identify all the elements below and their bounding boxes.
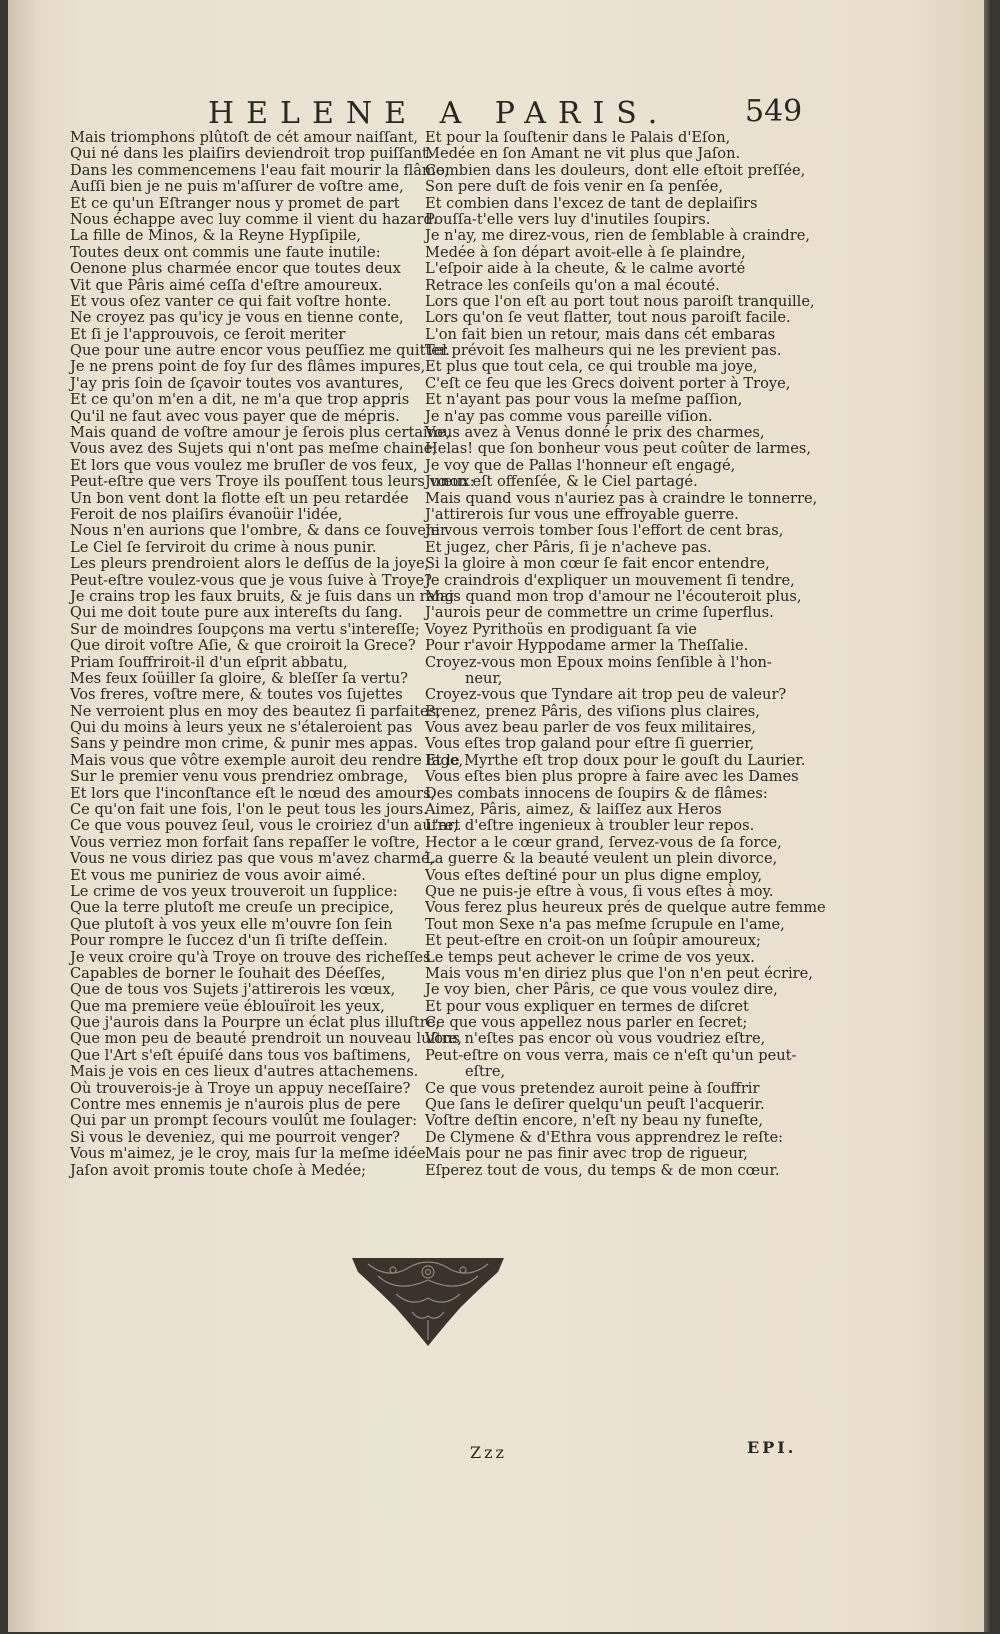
right-column-line: Et combien dans l'excez de tant de deplaiſirs [425,194,758,212]
right-column-line: Vous ferez plus heureux prés de quelque autre femme [425,899,826,917]
left-column-line: Les pleurs prendroient alors le deſſus de la joye, [70,555,430,573]
left-column-line: Jaſon avoit promis toute choſe à Medée; [70,1161,367,1179]
left-column-line: Ce que vous pouvez ſeul, vous le croiriez d'un autre, [70,817,458,835]
right-column-line: Et jugez, cher Pâris, ſi je n'acheve pas. [425,538,712,556]
right-column-line: Tout mon Sexe n'a pas meſme ſcrupule en l'ame, [425,915,785,933]
right-column-line: Vous eſtes trop galand pour eſtre ſi guerrier, [425,735,755,753]
right-column [425,129,826,1179]
running-title: HELENE A PARIS. [208,96,670,131]
right-column-line: Voyez Pyrithoüs en prodiguant ſa vie [425,620,697,638]
right-column-line: Pouſſa-t'elle vers luy d'inutiles ſoupirs. [425,210,711,228]
right-column-line: Si la gloire à mon cœur ſe fait encor entendre, [425,555,770,573]
left-column-line: Que ma premiere veüe éblouïroit les yeux, [70,997,385,1015]
left-column-line: Que j'aurois dans la Pourpre un éclat plus illuſtre, [70,1014,440,1032]
left-column-line: Je veux croire qu'à Troye on trouve des richeſſes [70,948,431,966]
book-page [8,0,986,1632]
right-column-line: Prenez, prenez Pâris, des viſions plus claires, [425,702,760,720]
right-column-line: Vous n'eſtes pas encor où vous voudriez eſtre, [425,1030,766,1048]
left-column-line: Peut-eſtre que vers Troye ils pouſſent tous leurs vœux: [70,473,475,491]
right-column-line: Hector a le cœur grand, ſervez-vous de ſa force, [425,833,782,851]
right-column-line: Je voy que de Pallas l'honneur eſt engagé, [425,456,736,474]
left-column-line: Mes feux ſoüiller ſa gloire, & bleſſer ſa vertu? [70,669,408,687]
left-column [70,129,475,1179]
right-column-line: Et pour vous expliquer en termes de diſcret [425,997,749,1015]
left-column-line: Vous m'aimez, je le croy, mais ſur la meſme idée [70,1145,426,1163]
left-column-line: Sur de moindres ſoupçons ma vertu s'intereſſe; [70,620,420,638]
left-column-line: J'ay pris ſoin de ſçavoir toutes vos avantures, [70,374,404,392]
left-column-line: Contre mes ennemis je n'aurois plus de pere [70,1096,401,1114]
right-column-line: Voſtre deſtin encore, n'eſt ny beau ny funeſte, [425,1112,763,1130]
right-column-line: Et pour la ſouſtenir dans le Palais d'Eſon, [425,129,731,146]
catchword: EPI. [747,1438,797,1457]
left-column-line: Priam ſouffriroit-il d'un eſprit abbatu, [70,653,348,671]
right-column-line: Je vous verrois tomber ſous l'effort de cent bras, [425,522,784,540]
left-column-line: Le crime de vos yeux trouveroit un ſupplice: [70,882,398,900]
left-column-line: Qui par un prompt ſecours voulût me ſoulager: [70,1112,417,1130]
right-column-line: Je n'ay pas comme vous pareille viſion. [425,407,713,425]
right-column-line: Et peut-eſtre en croit-on un ſoûpir amoureux; [425,932,761,950]
left-column-line: Et vous me puniriez de vous avoir aimé. [70,866,366,884]
left-column-line: Qui me doit toute pure aux intereſts du ſang. [70,604,403,622]
left-column-line: Que la terre plutoſt me creuſe un precipice, [70,899,395,917]
left-column-line: Vous verriez mon forfait ſans repaſſer le voſtre, [70,833,420,851]
left-column-line: Que mon peu de beauté prendroit un nouveau luſtre, [70,1030,463,1048]
left-column-line: Nous échappe avec luy comme il vient du hazard. [70,210,438,228]
left-column-line: Qu'il ne faut avec vous payer que de mépris. [70,407,400,425]
ornament-tailpiece [348,1250,508,1350]
right-column-line: eſtre, [465,1063,506,1081]
right-column-line: Tel prévoit ſes malheurs qui ne les previent pas. [425,342,782,360]
right-column-line: Medée à ſon départ avoit-elle à ſe plaindre, [425,243,746,261]
right-column-line: Des combats innocens de ſoupirs & de flâmes: [425,784,768,802]
left-column-line: Que l'Art s'eſt épuiſé dans tous vos baſtimens, [70,1046,411,1064]
right-column-line: Je n'ay, me direz-vous, rien de ſemblable à craindre, [425,227,811,245]
left-column-line: Le Ciel ſe ſerviroit du crime à nous punir. [70,538,377,556]
right-column-line: Junon eſt offenſée, & le Ciel partagé. [425,473,698,491]
right-column-line: Combien dans les douleurs, dont elle eſtoit preſſée, [425,161,806,179]
right-column-line: De Clymene & d'Ethra vous apprendrez le reſte: [425,1128,784,1146]
left-column-line: Ne croyez pas qu'icy je vous en tienne conte, [70,309,404,327]
signature-mark: Zzz [470,1443,507,1462]
right-column-line: Mais vous m'en diriez plus que l'on n'en peut écrire, [425,964,813,982]
left-column-line: Où trouverois-je à Troye un appuy neceſſaire? [70,1079,411,1097]
left-column-line: Feroit de nos plaiſirs évanoüir l'idée, [70,505,343,523]
right-column-line: J'aurois peur de commettre un crime ſuperflus. [425,604,774,622]
left-column-line: Que pour une autre encor vous peuſſiez me quitter. [70,342,450,360]
left-column-line: Et lors que vous voulez me bruſler de vos feux, [70,456,418,474]
left-column-line: Sur le premier venu vous prendriez ombrage, [70,768,409,786]
left-column-line: Mais je vois en ces lieux d'autres attachemens. [70,1063,419,1081]
right-column-line: Lors qu'on ſe veut flatter, tout nous paroiſt facile. [425,309,791,327]
left-column-line: Si vous le deveniez, qui me pourroit venger? [70,1128,400,1146]
right-column-line: Mais pour ne pas finir avec trop de rigueur, [425,1145,748,1163]
left-column-line: Un bon vent dont la flotte eſt un peu retardée [70,489,409,507]
left-column-line: Auſſi bien je ne puis m'aſſurer de voſtre ame, [70,178,404,196]
left-column-line: Et vous oſez vanter ce qui fait voſtre honte. [70,292,392,310]
right-column-line: J'attirerois ſur vous une effroyable guerre. [425,505,739,523]
left-column-line: Que de tous vos Sujets j'attirerois les vœux, [70,981,396,999]
right-column-line: Ce que vous appellez nous parler en ſecret; [425,1014,748,1032]
right-column-line: Vous eſtes deſtiné pour un plus digne employ, [425,866,763,884]
right-column-line: Son pere duſt de fois venir en ſa penſée, [425,178,723,196]
right-column-line: Helas! que ſon bonheur vous peut coûter de larmes, [425,440,812,458]
left-column-line: Que plutoſt à vos yeux elle m'ouvre ſon ſein [70,915,393,933]
right-column-line: C'eſt ce feu que les Grecs doivent porter à Troye, [425,374,791,392]
right-column-line: Croyez-vous mon Epoux moins ſenſible à l'hon- [425,653,772,671]
right-column-line: Vous avez à Venus donné le prix des charmes, [425,424,765,442]
left-column-line: Peut-eſtre voulez-vous que je vous ſuive à Troye? [70,571,432,589]
right-column-line: Vous avez beau parler de vos feux militaires, [425,719,756,737]
left-column-line: Dans les commencemens l'eau fait mourir la flâme, [70,161,450,179]
right-column-line: Ce que vous pretendez auroit peine à ſouffrir [425,1079,760,1097]
right-column-line: Je craindrois d'expliquer un mouvement ſi tendre, [425,571,795,589]
right-column-line: Lors que l'on eſt au port tout nous paroiſt tranquille, [425,292,815,310]
right-column-line: Et le Myrthe eſt trop doux pour le gouſt du Laurier. [425,751,806,769]
right-column-line: Je voy bien, cher Pâris, ce que vous voulez dire, [425,981,778,999]
left-column-line: Capables de borner le ſouhait des Déeſſes, [70,964,386,982]
left-column-line: Mais quand de voſtre amour je ſerois plus certaine, [70,424,451,442]
page-number: 549 [745,94,803,129]
left-column-line: Je crains trop les faux bruits, & je ſuis dans un rang [70,587,455,605]
left-column-line: Que diroit voſtre Aſie, & que croiroit la Grece? [70,637,416,655]
left-column-line: Et ſi je l'approuvois, ce ſeroit meriter [70,325,346,343]
left-column-line: Vous avez des Sujets qui n'ont pas meſme chaine, [70,440,438,458]
left-column-line: Et ce qu'un Eſtranger nous y promet de part [70,194,400,212]
left-column-line: Qui né dans les plaiſirs deviendroit trop puiſſant: [70,145,433,163]
right-column-line: Mais quand vous n'auriez pas à craindre le tonnerre, [425,489,818,507]
right-column-line: Que ſans le deſirer quelqu'un peuſt l'acquerir. [425,1096,765,1114]
left-column-line: Mais triomphons plûtoſt de cét amour naiſſant, [70,129,419,146]
left-column-line: Vous ne vous diriez pas que vous m'avez charmé, [70,850,435,868]
left-column-line: Mais vous que vôtre exemple auroit deu rendre ſage, [70,751,464,769]
left-column-line: Vit que Pâris aimé ceſſa d'eſtre amoureux. [70,276,383,294]
right-column-line: Et n'ayant pas pour vous la meſme paſſion, [425,391,743,409]
left-column-line: Et ce qu'on m'en a dit, ne m'a que trop appris [70,391,410,409]
right-column-line: neur, [465,669,503,687]
left-column-line: Je ne prens point de foy ſur des flâmes impures, [70,358,426,376]
left-column-line: Et lors que l'inconſtance eſt le nœud des amours, [70,784,436,802]
right-column-line: L'on fait bien un retour, mais dans cét embaras [425,325,776,343]
right-column-line: Vous eſtes bien plus propre à faire avec les Dames [425,768,799,786]
right-column-line: Peut-eſtre on vous verra, mais ce n'eſt qu'un peut- [425,1046,797,1064]
left-column-line: Sans y peindre mon crime, & punir mes appas. [70,735,418,753]
right-column-line: Pour r'avoir Hyppodame armer la Theſſalie. [425,637,749,655]
right-column-line: La guerre & la beauté veulent un plein divorce, [425,850,778,868]
right-column-line: Le temps peut achever le crime de vos yeux. [425,948,755,966]
right-column-line: Aimez, Pâris, aimez, & laiſſez aux Heros [425,801,722,819]
left-column-line: La fille de Minos, & la Reyne Hypſipile, [70,227,362,245]
left-column-line: Qui du moins à leurs yeux ne s'étaleroient pas [70,719,413,737]
right-column-line: Eſperez tout de vous, du temps & de mon cœur. [425,1161,780,1179]
left-column-line: Vos freres, voſtre mere, & toutes vos ſujettes [70,686,403,704]
right-column-line: L'eſpoir aide à la cheute, & le calme avorté [425,260,746,278]
right-column-line: L'art d'eſtre ingenieux à troubler leur repos. [425,817,755,835]
right-column-line: Medée en ſon Amant ne vit plus que Jaſon. [425,145,741,163]
right-column-line: Retrace les conſeils qu'on a mal écouté. [425,276,720,294]
right-column-line: Et plus que tout cela, ce qui trouble ma joye, [425,358,758,376]
right-column-line: Mais quand mon trop d'amour ne l'écouteroit plus, [425,587,802,605]
left-column-line: Nous n'en aurions que l'ombre, & dans ce ſouvenir [70,522,447,540]
left-column-line: Toutes deux ont commis une faute inutile: [70,243,381,261]
left-column-line: Oenone plus charmée encor que toutes deux [70,260,401,278]
right-column-line: Que ne puis-je eſtre à vous, ſi vous eſtes à moy. [425,882,774,900]
left-column-line: Ce qu'on fait une fois, l'on le peut tous les jours. [70,801,428,819]
left-column-line: Pour rompre le ſuccez d'un ſi triſte deſſein. [70,932,388,950]
right-column-line: Croyez-vous que Tyndare ait trop peu de valeur? [425,686,787,704]
left-column-line: Ne verroient plus en moy des beautez ſi parfaites, [70,702,441,720]
